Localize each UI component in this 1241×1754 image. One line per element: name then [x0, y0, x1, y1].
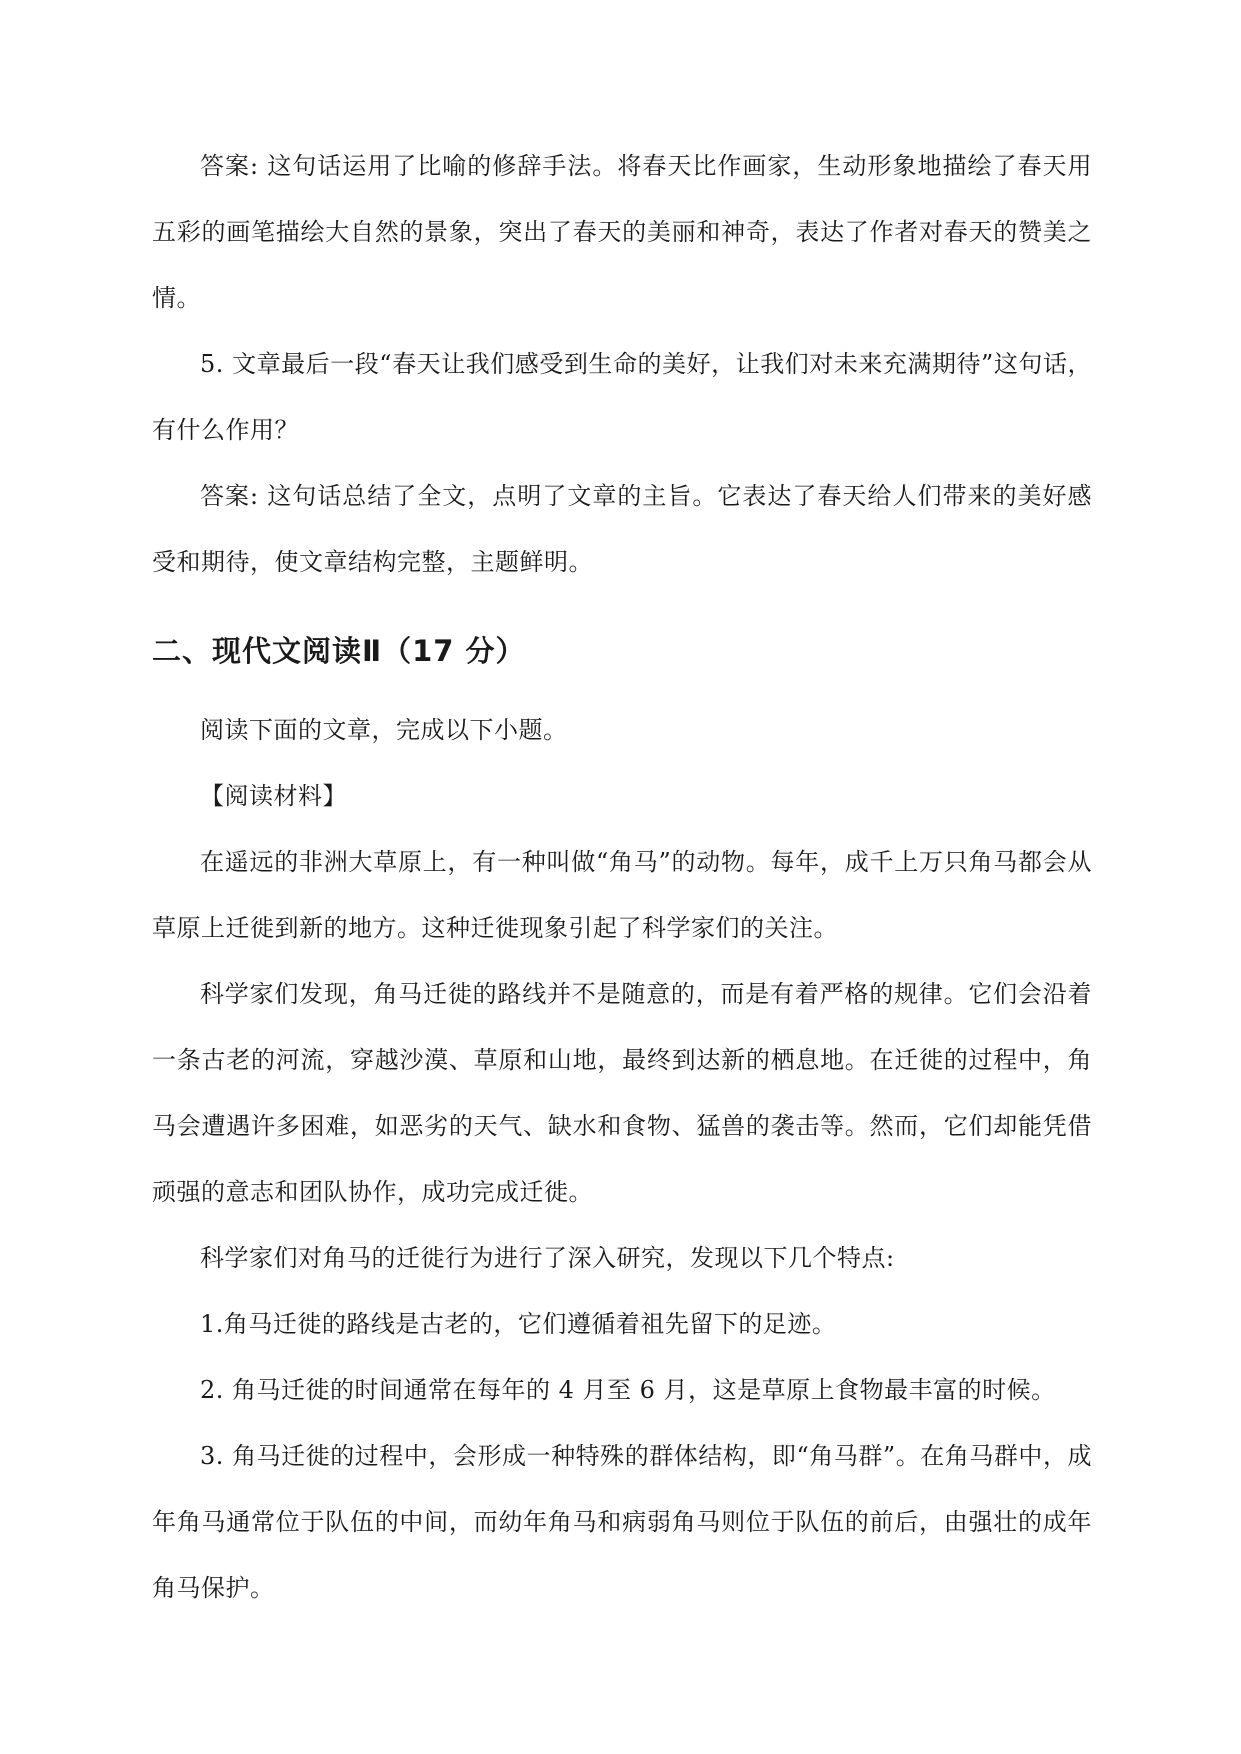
- list-item: 1.角马迁徙的路线是古老的，它们遵循着祖先留下的足迹。: [200, 1310, 837, 1338]
- section-heading: 二、现代文阅读Ⅱ（17 分）: [152, 634, 526, 668]
- body-paragraph: 科学家们发现，角马迁徙的路线并不是随意的，而是有着严格的规律。它们会沿着一条古老的河流，穿越沙漠、草原和山地，最终到达新的栖息地。在迁徙的过程中，角马会遭遇许多困难，如恶劣的天气、缺水和食物、猛兽的袭击等。然而，它们却能凭借顽强的意志和团队协作，成功完成迁徙。: [152, 980, 1092, 1206]
- body-paragraph: 在遥远的非洲大草原上，有一种叫做“角马”的动物。每年，成千上万只角马都会从草原上迁徙到新的地方。这种迁徙现象引起了科学家们的关注。: [152, 848, 1092, 942]
- list-item: 2. 角马迁徙的时间通常在每年的 4 月至 6 月，这是草原上食物最丰富的时候。: [200, 1376, 1056, 1404]
- instruction-paragraph: 阅读下面的文章，完成以下小题。: [200, 716, 568, 744]
- list-item: 3. 角马迁徙的过程中，会形成一种特殊的群体结构，即“角马群”。在角马群中，成年角马通常位于队伍的中间，而幼年角马和病弱角马则位于队伍的前后，由强壮的成年角马保护。: [152, 1442, 1092, 1602]
- material-label: 【阅读材料】: [200, 782, 347, 810]
- answer-paragraph: 答案: 这句话运用了比喻的修辞手法。将春天比作画家，生动形象地描绘了春天用五彩的画笔描绘大自然的景象，突出了春天的美丽和神奇，表达了作者对春天的赞美之情。: [152, 152, 1092, 312]
- answer-paragraph: 答案: 这句话总结了全文，点明了文章的主旨。它表达了春天给人们带来的美好感受和期待，使文章结构完整，主题鲜明。: [152, 482, 1092, 576]
- question-paragraph: 5. 文章最后一段“春天让我们感受到生命的美好，让我们对未来充满期待”这句话，有什么作用？: [152, 350, 1092, 444]
- body-paragraph: 科学家们对角马的迁徙行为进行了深入研究，发现以下几个特点:: [200, 1244, 895, 1272]
- document-page: [152, 133, 1092, 1621]
